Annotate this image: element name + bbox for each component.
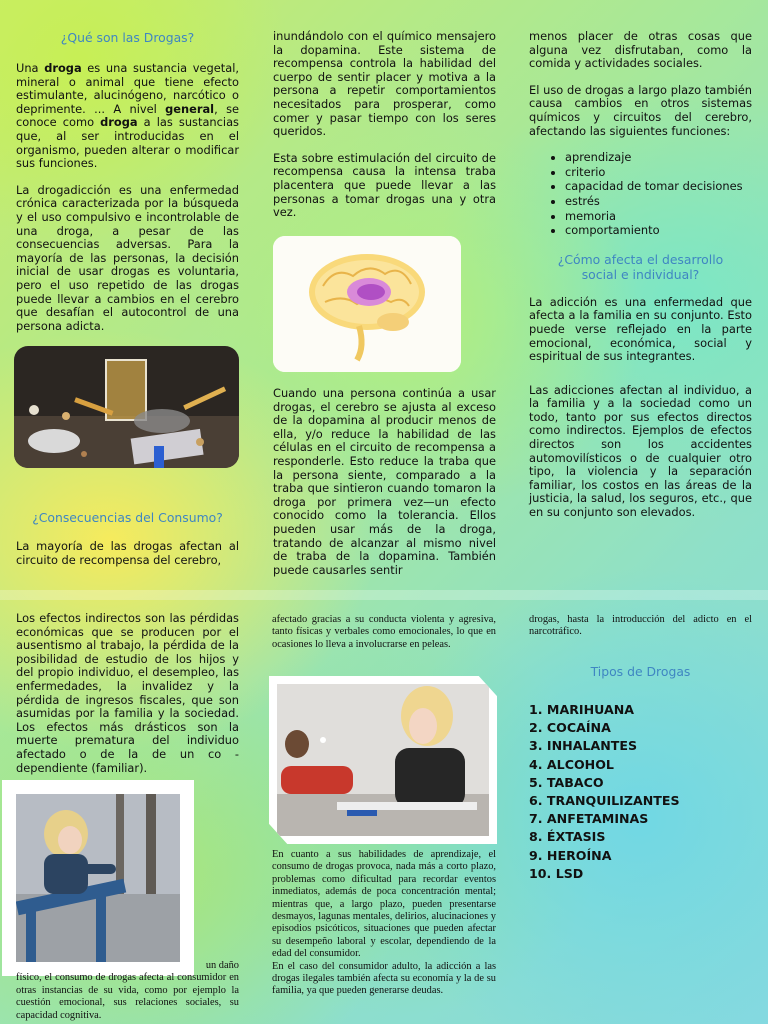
- paragraph-largo-plazo: El uso de drogas a largo plazo también causa cambios en otros sistemas químicos y circuitos del cerebro, afectando las siguientes funciones:: [529, 82, 752, 138]
- paragraph-tolerancia: Cuando una persona continúa a usar drogas, el cerebro se ajusta al exceso de la dopamina al producir menos de ella, y/o reduce la habilidad de las células en el circuito de recompensa a responderle. Esto reduce la traba que la persona siente, comparado a la traba que sintieron cuando tomaron la droga por primera vez—un efecto conocido como la tolerancia. Ellos pueden usar más de la droga, tratando de alcanzar al mismo nivel de traba de la dopamina. También puede causarles sentir: [273, 386, 496, 577]
- heading-que-son-drogas: ¿Qué son las Drogas?: [60, 30, 195, 45]
- paragraph-circuito: La mayoría de las drogas afectan al circuito de recompensa del cerebro,: [16, 539, 239, 567]
- bottom-column-2: [272, 614, 496, 651]
- drugs-photo: [14, 346, 239, 468]
- paragraph-definicion: Una droga es una sustancia vegetal, mineral o animal que tiene efecto estimulante, alucinógeno, narcótico o deprimente. ... A nivel general, se conoce como droga a las sustancias que, al ser introducidas en el organismo, pueden alterar o modificar sus funciones.: [16, 61, 240, 171]
- column-1-lower: [16, 510, 239, 567]
- list-item: • criterio: [565, 165, 752, 180]
- list-item: 5. TABACO: [529, 774, 604, 790]
- bottom-column-3: [529, 614, 752, 639]
- paragraph-habilidades: En cuanto a sus habilidades de aprendizaje, el consumo de drogas provoca, nada más a corto plazo, problemas como dificultad para recordar eventos inmediatos, además de poca concentración mental; mientras que, a largo plazo, pueden presentarse desmayos, lagunas mentales, delirios, alucinaciones y episodios psicóticos, situaciones que pueden afectar su desempeño laboral y escolar, dependiendo de la edad del consumidor.: [272, 849, 496, 960]
- list-item: 6. TRANQUILIZANTES: [529, 793, 680, 809]
- list-item: • estrés: [565, 194, 752, 209]
- paragraph-dano-fisico: físico, el consumo de drogas afecta al consumidor en otras instancias de su vida, como por ejemplo la cuestión emocional, sus relaciones sociales, su capacidad cognitiva.: [16, 972, 239, 1021]
- paragraph-dano-fragment: un daño: [205, 960, 239, 971]
- list-item: 4. ALCOHOL: [529, 756, 614, 772]
- paragraph-conducta-violenta: afectado gracias a su conducta violenta y agresiva, tanto físicas y verbales como emocionales, lo que en ocasiones lo lleva a involucrarse en peleas.: [272, 614, 496, 650]
- smoking-people-photo: [269, 676, 497, 844]
- functions-list: [565, 150, 752, 238]
- sad-girl-photo: [2, 780, 194, 976]
- bottom-column-1-lower: [16, 960, 239, 1022]
- list-item: 8. ÉXTASIS: [529, 829, 606, 845]
- heading-consecuencias: ¿Consecuencias del Consumo?: [32, 510, 223, 525]
- text-block: [16, 960, 239, 1022]
- column-2: [273, 30, 496, 220]
- heading-tipos-drogas: Tipos de Drogas: [590, 664, 691, 679]
- list-item: 3. INHALANTES: [529, 738, 638, 754]
- list-item: 9. HEROÍNA: [529, 847, 612, 863]
- column-1: [16, 30, 239, 333]
- list-item: • aprendizaje: [565, 150, 752, 165]
- list-item: • capacidad de tomar decisiones: [565, 179, 752, 194]
- paragraph-sobre-estimulacion: Esta sobre estimulación del circuito de recompensa causa la intensa traba placentera que puede llevar a las personas a tomar drogas una y otra vez.: [273, 150, 496, 220]
- paragraph-consumidor-adulto: En el caso del consumidor adulto, la adicción a las drogas ilegales también afecta su economía y la de su familia, ya que pueden generarse deudas.: [272, 960, 496, 997]
- brain-illustration: [273, 236, 461, 372]
- column-2-lower: [273, 387, 496, 577]
- paragraph-drogadiccion: La drogadicción es una enfermedad crónica caracterizada por la búsqueda y el uso compulsivo e incontrolable de una droga, a pesar de las consecuencias adversas. Para la mayoría de las personas, la decisión inicial de usar drogas es voluntaria, pero el uso repetido de las drogas puede llevar a cambios en el cerebro que desafían el autocontrol de una persona adicta.: [16, 182, 239, 333]
- heading-desarrollo-social: ¿Cómo afecta el desarrollo social e individual?: [557, 251, 724, 282]
- bottom-column-3-list: [529, 664, 752, 883]
- paragraph-adiccion-familia: La adicción es una enfermedad que afecta a la familia en su conjunto. Esto puede verse reflejado en la parte emocional, económica, social y espiritual de sus integrantes.: [529, 294, 752, 364]
- paragraph-narcotrafico: drogas, hasta la introducción del adicto en el narcotráfico.: [529, 614, 752, 638]
- paragraph-menos-placer: menos placer de otras cosas que alguna vez disfrutaban, como la comida y actividades sociales.: [529, 29, 752, 71]
- list-item: 1. MARIHUANA: [529, 702, 635, 717]
- list-item: • comportamiento: [565, 223, 752, 238]
- list-item: • memoria: [565, 209, 752, 224]
- column-3: [529, 30, 752, 520]
- paragraph-efectos-directos: Las adicciones afectan al individuo, a la familia y a la sociedad como un todo, tanto por sus efectos directos como indirectos. Ejemplos de efectos directos son los accidentes automovilísticos o de cualquier otro tipo, la violencia y la separación familiar, los costos en las áreas de la justicia, la salud, los seguros, etc., que en su conjunto son elevados.: [529, 382, 752, 520]
- list-item: 10. LSD: [529, 865, 584, 881]
- list-item: 7. ANFETAMINAS: [529, 811, 649, 827]
- drug-types-list: [529, 701, 752, 883]
- bottom-column-2-lower: [272, 849, 496, 998]
- paragraph-efectos-indirectos: Los efectos indirectos son las pérdidas económicas que se producen por el ausentismo al trabajo, la pérdida de la posibilidad de estudio de los hijos y del propio individuo, el desempleo, las enfermedades, la invalidez y la pérdida de ingresos fiscales, que son asumidas por la familia y la sociedad. Los efectos más drásticos son la muerte prematura del individuo afectado o de la de un co - dependiente (familiar).: [16, 611, 239, 775]
- bottom-column-1: [16, 612, 239, 775]
- brochure-page-bottom: [0, 600, 768, 1024]
- paragraph-dopamina: inundándolo con el químico mensajero la dopamina. Este sistema de recompensa controla la habilidad del cuerpo de sentir placer y motiva a la persona a repetir comportamientos necesitados para prosperar, como comer y pasar tiempo con los seres queridos.: [273, 29, 496, 139]
- page-divider: [0, 590, 768, 600]
- list-item: 2. COCAÍNA: [529, 720, 611, 736]
